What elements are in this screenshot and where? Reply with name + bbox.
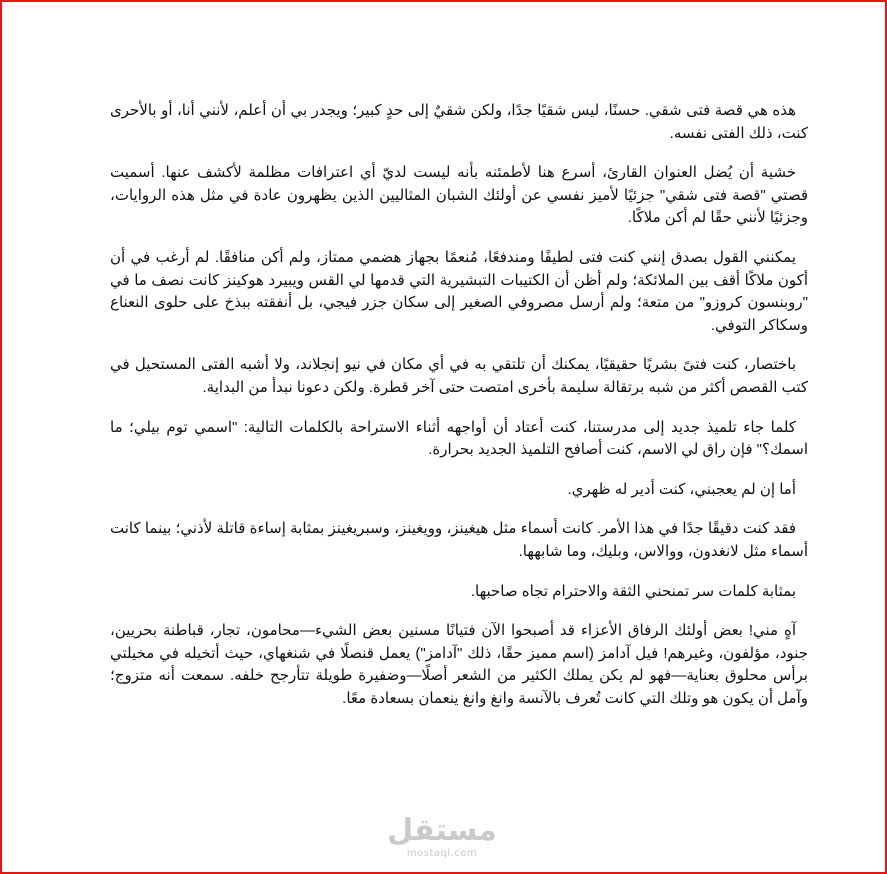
- paragraph-2: خشية أن يُضل العنوان القارئ، أسرع هنا لأطمئنه بأنه ليست لديّ أي اعترافات مظلمة لأكشف عنها. أسميت قصتي "قصة فتى شقي" جزئيًا لأميز نفسي عن أولئك الشبان المثاليين الذين يظهرون عادة في مثل هذه الروايات، وجزئيًا لأنني حقًا لم أكن ملاكًا.: [110, 164, 808, 227]
- paragraph-3: يمكنني القول بصدق إنني كنت فتى لطيفًا ومندفعًا، مُنعمًا بجهاز هضمي ممتاز، ولم أكن منافقًا. لم أرغب في أن أكون ملاكًا أقف بين الملائكة؛ ولم أظن أن الكتيبات التبشيرية التي قدمها لي القس ويبيرد هوكينز كانت نصف ما في "روبنسون كروزو" من متعة؛ ولم أرسل مصروفي الصغير إلى سكان جزر فيجي، بل أنفقته ببذخ على حلوى النعناع وسكاكر التوفي.: [110, 248, 808, 334]
- watermark-logo: مستقل: [387, 813, 497, 848]
- document-body: [110, 100, 808, 727]
- mostaql-watermark: [387, 814, 497, 860]
- paragraph-8: بمثابة كلمات سر تمنحني الثقة والاحترام تجاه صاحبها.: [470, 582, 796, 600]
- paragraph-5: كلما جاء تلميذ جديد إلى مدرستنا، كنت أعتاد أن أواجهه أثناء الاستراحة بالكلمات التالية: "اسمي توم بيلي؛ ما اسمك؟" فإن راق لي الاسم، كنت أصافح التلميذ الجديد بحرارة.: [110, 418, 808, 459]
- paragraph-6: أما إن لم يعجبني، كنت أدير له ظهري.: [567, 480, 796, 498]
- paragraph-7: فقد كنت دقيقًا جدًا في هذا الأمر. كانت أسماء مثل هيغينز، وويغينز، وسبريغينز بمثابة إساءة قاتلة لأذني؛ بينما كانت أسماء مثل لانغدون، ووالاس، وبليك، وما شابهها.: [110, 520, 808, 560]
- paragraph-1: هذه هي قصة فتى شقي. حسنًا، ليس شقيًا جدًا، ولكن شقيٌ إلى حدٍ كبير؛ ويجدر بي أن أعلم، لأنني أنا، أو بالأحرى كنت، ذلك الفتى نفسه.: [110, 102, 808, 142]
- watermark-url: mostaql.com: [406, 848, 478, 859]
- paragraph-9: آهٍ مني! بعض أولئك الرفاق الأعزاء قد أصبحوا الآن فتيانًا مسنين بعض الشيء—محامون، تجار، قباطنة بحريين، جنود، مؤلفون، وغيرهم! فيل آدامز (اسم مميز حقًا، ذلك "آدامز") يعمل قنصلًا في شنغهاي، حيث أتخيله في مخيلتي برأس محلوق بعناية—فهو لم يكن يملك الكثير من الشعر أصلًا—وضفيرة طويلة تتأرجح خلفه. سمعت أنه متزوج؛ وآمل أن يكون هو وتلك التي كانت تُعرف بالآنسة وانغ وانغ ينعمان بسعادة معًا.: [110, 622, 808, 707]
- paragraph-4: باختصار، كنت فتىً بشريًا حقيقيًا، يمكنك أن تلتقي به في أي مكان في نيو إنجلاند، ولا أشبه الفتى المستحيل في كتب القصص أكثر من شبه برتقالة سليمة بأخرى امتصت حتى آخر قطرة. ولكن دعونا نبدأ من البداية.: [110, 356, 808, 396]
